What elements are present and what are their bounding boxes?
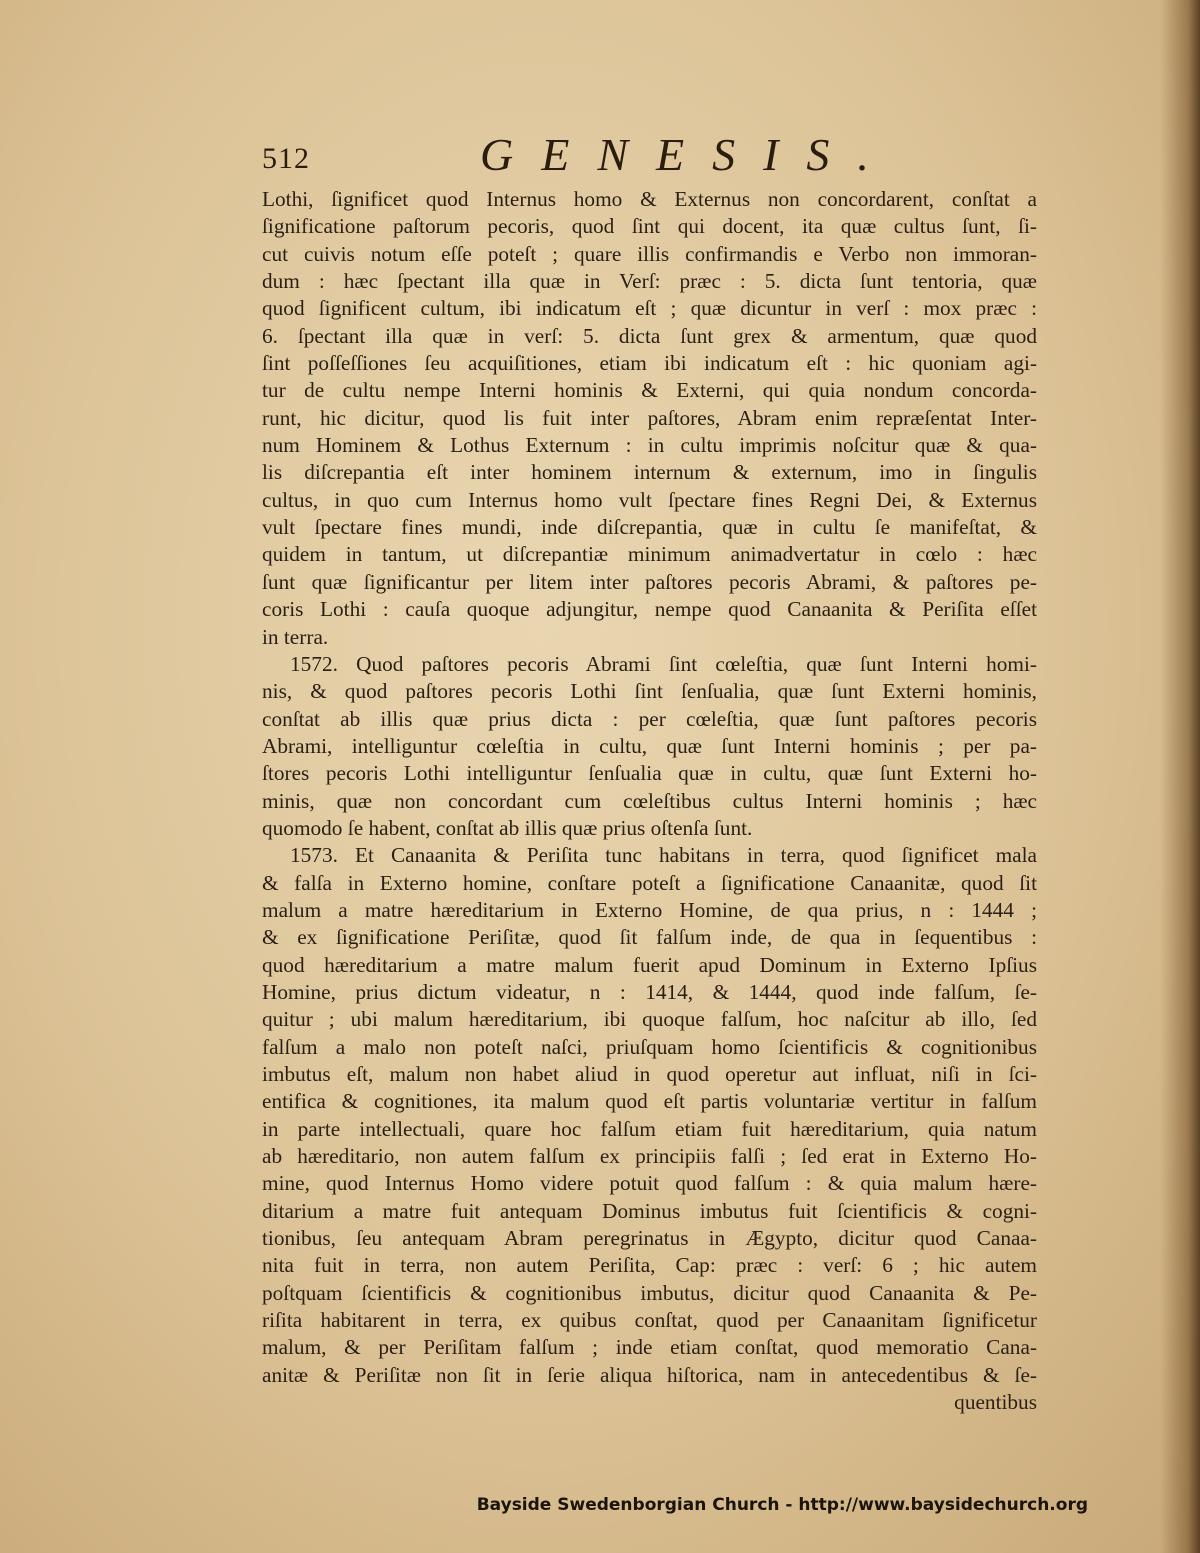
book-gutter xyxy=(1160,0,1200,1553)
text-line: falſum a malo non poteſt naſci, priuſquam homo ſcientificis & cognitionibus xyxy=(262,1034,1037,1059)
text-line: entifica & cognitiones, ita malum quod eſt partis voluntariæ vertitur in falſum xyxy=(262,1089,1037,1114)
text-line: quod hæreditarium a matre malum fuerit apud Dominum in Externo Ipſius xyxy=(262,952,1037,977)
text-line: cultus, in quo cum Internus homo vult ſpectare fines Regni Dei, & Externus xyxy=(262,487,1037,512)
text-line: cut cuivis notum eſſe poteſt ; quare illis confirmandis e Verbo non immoran- xyxy=(262,241,1037,266)
text-line: nis, & quod paſtores pecoris Lothi ſint ſenſualia, quæ ſunt Externi hominis, xyxy=(262,679,1037,704)
page-header xyxy=(262,128,1042,188)
text-line: coris Lothi : cauſa quoque adjungitur, nempe quod Canaanita & Periſita eſſet xyxy=(262,597,1037,622)
text-line: malum, & per Periſitam falſum ; inde etiam conſtat, quod memoratio Cana- xyxy=(262,1335,1037,1360)
text-line: runt, hic dicitur, quod lis fuit inter paſtores, Abram enim repræſentat Inter- xyxy=(262,405,1037,430)
running-title: GENESIS. xyxy=(480,129,897,180)
text-line: quentibus xyxy=(954,1390,1037,1415)
text-line: quidem in tantum, ut diſcrepantiæ minimum animadvertatur in cœlo : hæc xyxy=(262,542,1037,567)
text-line: anitæ & Periſitæ non ſit in ſerie aliqua hiſtorica, nam in antecedentibus & ſe- xyxy=(262,1362,1037,1387)
text-line: & falſa in Externo homine, conſtare poteſt a ſignificatione Canaanitæ, quod ſit xyxy=(262,870,1037,895)
text-line: in terra. xyxy=(262,624,329,649)
text-line: ſint poſſeſſiones ſeu acquiſitiones, etiam ibi indicatum eſt : hic quoniam agi- xyxy=(262,351,1037,376)
text-line: & ex ſignificatione Periſitæ, quod ſit falſum inde, de qua in ſequentibus : xyxy=(262,925,1037,950)
text-line: lis diſcrepantia eſt inter hominem internum & externum, imo in ſingulis xyxy=(262,460,1037,485)
text-line: tur de cultu nempe Interni hominis & Externi, qui quia nondum concorda- xyxy=(262,378,1037,403)
text-line: nita fuit in terra, non autem Periſita, Cap: præc : verſ: 6 ; hic autem xyxy=(262,1253,1037,1278)
text-line: ab hæreditario, non autem falſum ex principiis falſi ; ſed erat in Externo Ho- xyxy=(262,1144,1037,1169)
text-line: Lothi, ſignificet quod Internus homo & Externus non concordarent, conſtat a xyxy=(262,187,1037,211)
text-line: 6. ſpectant illa quæ in verſ: 5. dicta ſunt grex & armentum, quæ quod xyxy=(262,323,1037,348)
text-line: 1573. Et Canaanita & Periſita tunc habitans in terra, quod ſignificet mala xyxy=(290,843,1037,868)
text-line: imbutus eſt, malum non habet aliud in quod operetur aut influat, niſi in ſci- xyxy=(262,1062,1037,1086)
text-line: Homine, prius dictum videatur, n : 1414, & 1444, quod inde falſum, ſe- xyxy=(262,979,1037,1004)
text-line: riſita habitarent in terra, ex quibus conſtat, quod per Canaanitam ſignificetur xyxy=(262,1308,1037,1333)
text-line: mine, quod Internus Homo videre potuit quod falſum : & quia malum hære- xyxy=(262,1171,1037,1196)
text-line: 1572. Quod paſtores pecoris Abrami ſint cœleſtia, quæ ſunt Interni homi- xyxy=(290,651,1037,676)
body-text xyxy=(262,186,1037,1416)
text-line: ſunt quæ ſignificantur per litem inter paſtores pecoris Abrami, & paſtores pe- xyxy=(262,569,1037,594)
text-line: quomodo ſe habent, conſtat ab illis quæ prius oſtenſa ſunt. xyxy=(262,815,753,840)
text-line: quitur ; ubi malum hæreditarium, ibi quoque falſum, hoc naſcitur ab illo, ſed xyxy=(262,1007,1037,1032)
text-line: quod ſignificent cultum, ibi indicatum eſt ; quæ dicuntur in verſ : mox præc : xyxy=(262,296,1037,321)
text-line: malum a matre hæreditarium in Externo Homine, de qua prius, n : 1444 ; xyxy=(262,897,1037,922)
text-line: minis, quæ non concordant cum cœleſtibus cultus Interni hominis ; hæc xyxy=(262,788,1037,813)
text-line: conſtat ab illis quæ prius dicta : per cœleſtia, quæ ſunt paſtores pecoris xyxy=(262,706,1037,731)
text-line: dum : hæc ſpectant illa quæ in Verſ: præc : 5. dicta ſunt tentoria, quæ xyxy=(262,269,1037,294)
text-line: Abrami, intelliguntur cœleſtia in cultu, quæ ſunt Interni hominis ; per pa- xyxy=(262,733,1037,758)
text-line: vult ſpectare fines mundi, inde diſcrepantia, quæ in cultu ſe manifeſtat, & xyxy=(262,515,1037,540)
text-line: ſignificatione paſtorum pecoris, quod ſint qui docent, ita quæ cultus ſunt, ſi- xyxy=(262,214,1037,239)
text-line: tionibus, ſeu antequam Abram peregrinatus in Ægypto, dicitur quod Canaa- xyxy=(262,1226,1037,1251)
text-line: ſtores pecoris Lothi intelliguntur ſenſualia quæ in cultu, quæ ſunt Externi ho- xyxy=(262,761,1037,786)
text-line: num Hominem & Lothus Externum : in cultu imprimis noſcitur quæ & qua- xyxy=(262,433,1037,458)
text-line: in parte intellectuali, quare hoc falſum etiam fuit hæreditarium, quia natum xyxy=(262,1116,1037,1141)
source-watermark: Bayside Swedenborgian Church - http://www.baysidechurch.org xyxy=(476,1495,1088,1515)
text-line: ditarium a matre fuit antequam Dominus imbutus fuit ſcientificis & cogni- xyxy=(262,1198,1037,1223)
text-line: poſtquam ſcientificis & cognitionibus imbutus, dicitur quod Canaanita & Pe- xyxy=(262,1280,1037,1305)
page-number: 512 xyxy=(262,142,310,175)
